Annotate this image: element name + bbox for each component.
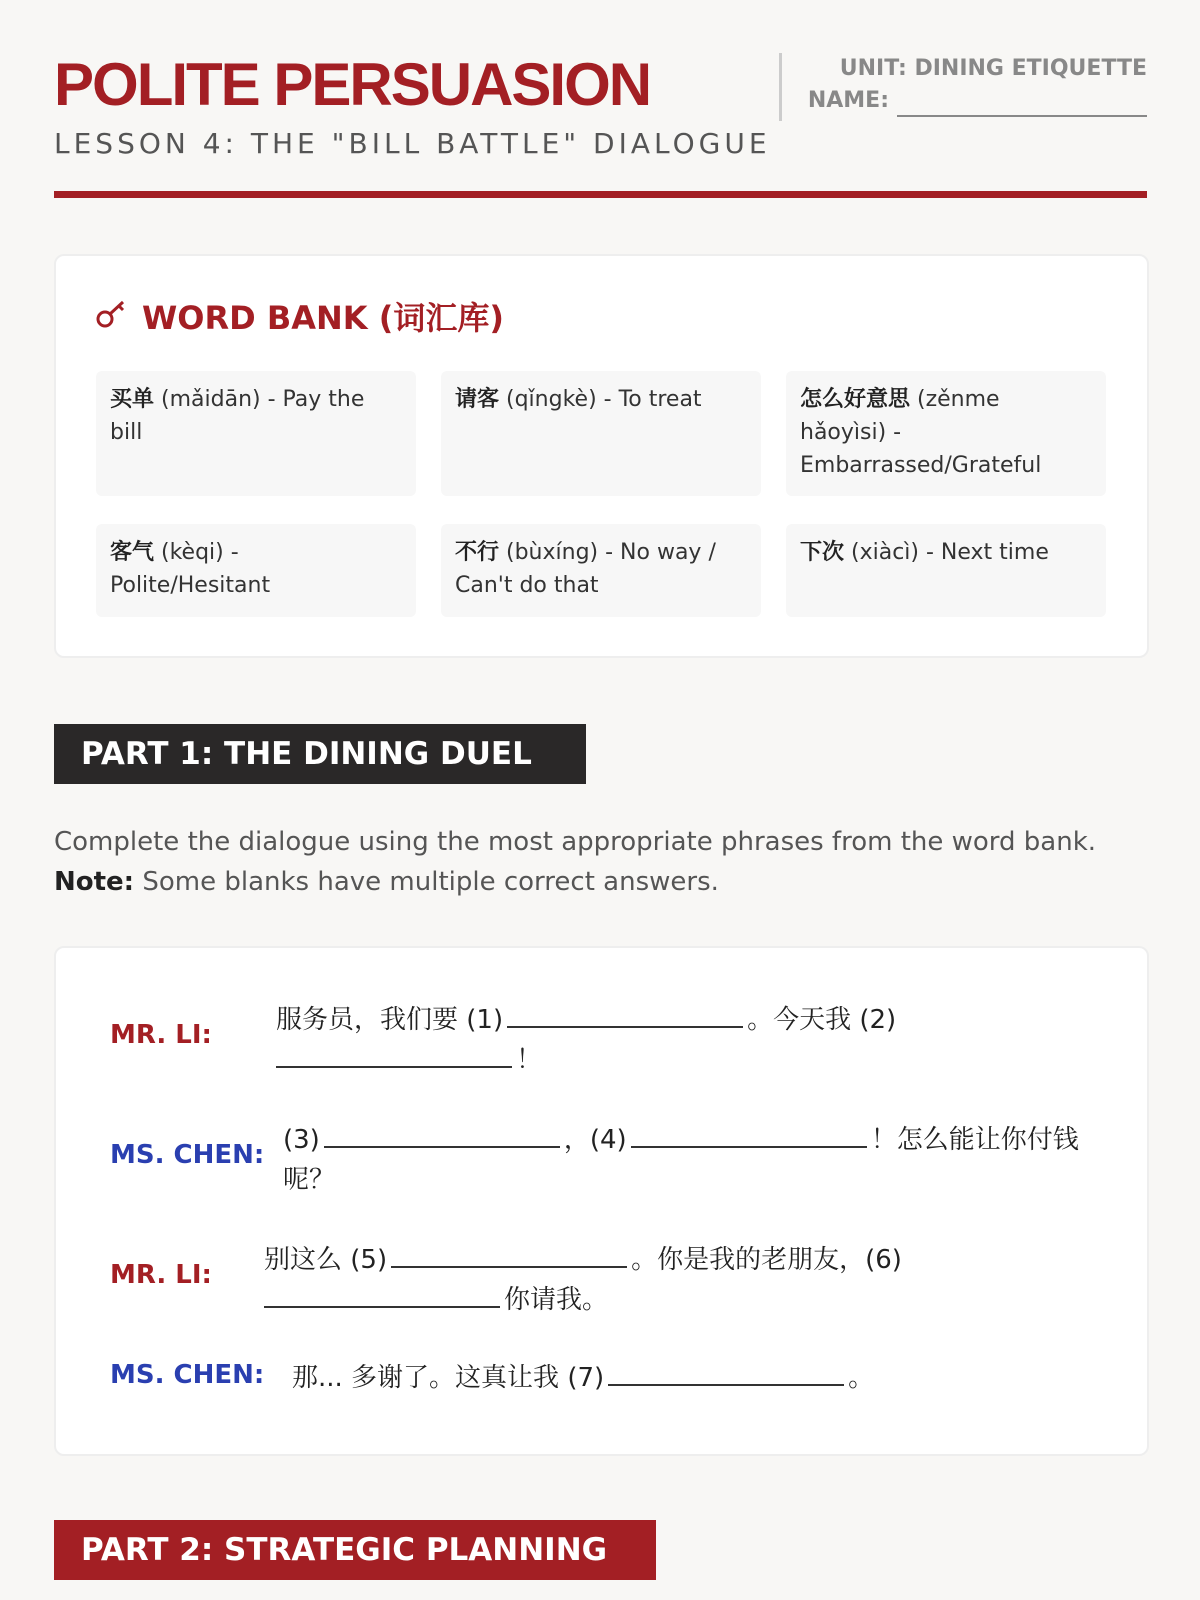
dialogue-card (54, 946, 1149, 1456)
meta-box (779, 53, 1147, 121)
word-bank-card (54, 254, 1149, 658)
dialogue-text: 服务员，我们要 (1) 。今天我 (2) ！ (276, 1000, 916, 1080)
part2-banner: PART 2: STRATEGIC PLANNING (54, 1520, 656, 1580)
word-bank-grid (96, 371, 1106, 617)
name-label: NAME: (807, 88, 889, 113)
dialogue-text: 那... 多谢了。这真让我 (7) 。 (292, 1358, 1072, 1398)
speaker-ms-chen: MS. CHEN: (110, 1140, 265, 1170)
key-icon (96, 296, 128, 340)
header (54, 0, 1147, 200)
part1-instructions: Complete the dialogue using the most appropriate phrases from the word bank. Note: Some blanks have multiple correct answers. (54, 827, 1097, 897)
dialogue-text: (3) ，(4) ！怎么能让你付钱呢？ (283, 1120, 1103, 1200)
speaker-mr-li: MR. LI: (110, 1020, 212, 1050)
worksheet-page (54, 0, 1147, 1568)
word-bank-item: 请客 (qǐngkè) - To treat (441, 371, 761, 496)
blank-5[interactable] (391, 1240, 627, 1268)
word-bank-item: 买单 (mǎidān) - Pay the bill (96, 371, 416, 496)
note-label: Note: (54, 867, 135, 897)
name-blank[interactable] (897, 91, 1147, 117)
blank-6[interactable] (264, 1280, 500, 1308)
speaker-ms-chen: MS. CHEN: (110, 1360, 265, 1390)
blank-7[interactable] (608, 1358, 844, 1386)
header-divider (54, 191, 1147, 198)
blank-1[interactable] (507, 1000, 743, 1028)
part1-banner: PART 1: THE DINING DUEL (54, 724, 586, 784)
unit-label: UNIT: DINING ETIQUETTE (839, 56, 1147, 81)
word-bank-item: 客气 (kèqi) - Polite/Hesitant (96, 524, 416, 617)
blank-3[interactable] (324, 1120, 560, 1148)
lesson-subtitle: LESSON 4: THE "BILL BATTLE" DIALOGUE (54, 127, 771, 160)
dialogue-text: 别这么 (5) 。你是我的老朋友，(6) 你请我。 (264, 1240, 924, 1320)
name-field (808, 85, 1147, 117)
word-bank-item: 不行 (bùxíng) - No way / Can't do that (441, 524, 761, 617)
page-title: POLITE PERSUASION (54, 51, 651, 118)
word-bank-title: WORD BANK (词汇库) (142, 299, 504, 337)
blank-4[interactable] (631, 1120, 867, 1148)
word-bank-heading (96, 296, 504, 340)
word-bank-item: 怎么好意思 (zěnme hǎoyìsi) - Embarrassed/Grateful (786, 371, 1106, 496)
word-bank-item: 下次 (xiàcì) - Next time (786, 524, 1106, 617)
speaker-mr-li: MR. LI: (110, 1260, 212, 1290)
blank-2[interactable] (276, 1040, 512, 1068)
